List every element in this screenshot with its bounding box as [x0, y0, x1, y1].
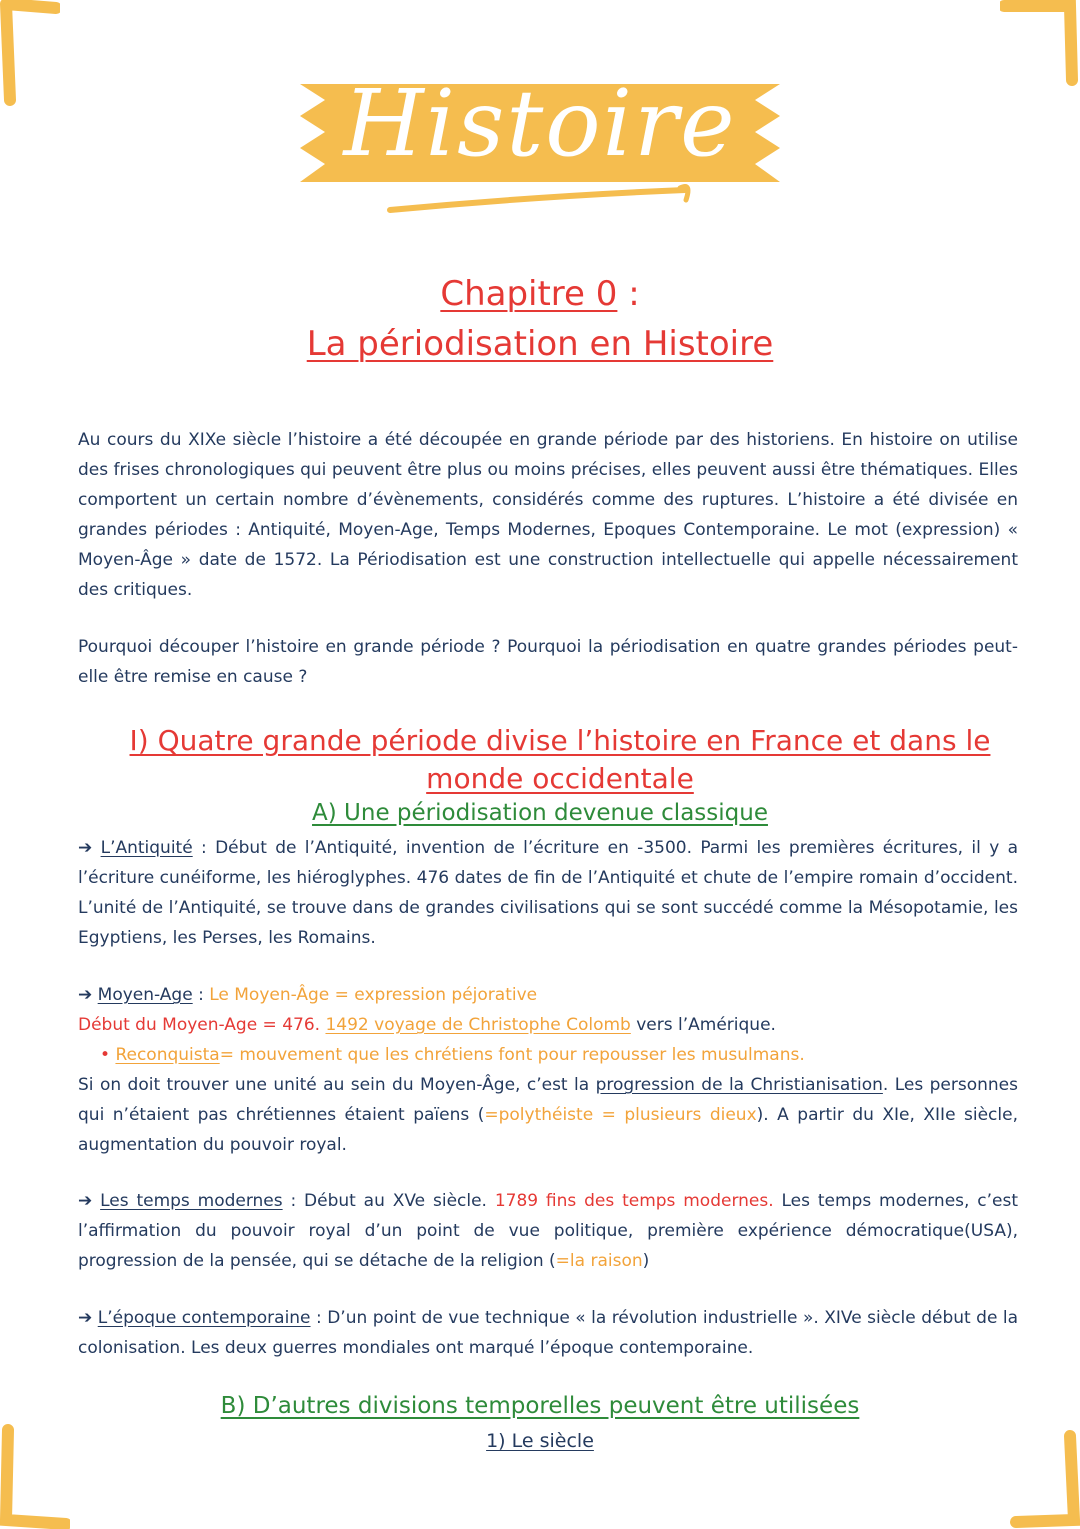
chapter-subtitle-line [0, 324, 1080, 364]
temps-modernes-term: Les temps modernes [100, 1191, 283, 1211]
antiquite-text: : Début de l’Antiquité, invention de l’écriture en -3500. Parmi les premières écritures, il y a l’écriture cunéiforme, les hiéroglyphes. 476 dates de fin de l’Antiquité et chute de l’empire romain d’occident. L’unité de l’Antiquité, se trouve dans de grandes civilisations qui se sont succédé comme la Mésopotamie, les Egyptiens, les Perses, les Romains. [78, 838, 1019, 948]
unite-text-b: . Les personnes qui n’étaient pas chrétiennes étaient païens ( [78, 1075, 1018, 1125]
corner-decoration-top-left [0, 0, 60, 110]
arrow-icon: ➔ [78, 1191, 93, 1211]
intro-paragraph: Au cours du XIXe siècle l’histoire a été découpée en grande période par des historiens. En histoire on utilise des frises chronologiques qui peuvent être plus ou moins précises, elles peuvent aussi être thématiques. Elles comportent un certain nombre d’évènements, considérés comme des ruptures. L’histoire a été divisée en grandes périodes : Antiquité, Moyen-Age, Temps Modernes, Epoques Contemporaine. Le mot (expression) « Moyen-Âge » date de 1572. La Périodisation est une construction intellectuelle qui appelle nécessairement des critiques. [78, 430, 1018, 600]
section-1-title-line2: monde occidentale [426, 762, 694, 795]
section-1-title-line1: I) Quatre grande période divise l’histoire en France et dans le [129, 724, 991, 757]
temps-modernes-paragraph [78, 1186, 1018, 1276]
contemporaine-text: : D’un point de vue technique « la révolution industrielle ». XIVe siècle début de la colonisation. Les deux guerres mondiales ont marqué l’époque contemporaine. [78, 1308, 1019, 1358]
chapter-label: Chapitre 0 [440, 274, 618, 314]
bullet-icon: • [100, 1045, 111, 1065]
arrow-icon: ➔ [78, 1308, 93, 1328]
colomb-voyage: 1492 voyage de Christophe Colomb [325, 1015, 631, 1035]
reconquista-term: Reconquista [115, 1045, 220, 1065]
title-underline-swoosh [380, 178, 700, 218]
chapter-subtitle: La périodisation en Histoire [306, 324, 774, 364]
page-title: Histoire [343, 70, 737, 177]
subsection-a-title: A) Une périodisation devenue classique [312, 800, 768, 826]
unite-text-d: ). A partir du XIe, XIIe siècle, augmentation du pouvoir royal. [78, 1105, 1018, 1155]
chapter-colon: : [617, 274, 640, 314]
section-1-heading [60, 722, 1060, 798]
corner-decoration-top-right [1000, 0, 1080, 90]
contemporaine-paragraph [78, 1303, 1018, 1363]
reconquista-text: = mouvement que les chrétiens font pour repousser les musulmans. [219, 1045, 805, 1065]
antiquite-term: L’Antiquité [100, 838, 193, 858]
question-paragraph: Pourquoi découper l’histoire en grande période ? Pourquoi la périodisation en quatre grandes périodes peut-elle être remise en cause ? [78, 637, 1018, 687]
arrow-icon: ➔ [78, 985, 93, 1005]
temps-modernes-c: Les temps modernes, c’est l’affirmation du pouvoir royal d’un point de vue politique, première expérience démocratique(USA), progression de la pensée, qui se détache de la religion ( [78, 1191, 1018, 1271]
temps-modernes-a: : Début au XVe siècle. [282, 1191, 495, 1211]
moyen-age-paragraph [78, 980, 1018, 1160]
title-banner [300, 48, 780, 228]
subsection-b-heading [0, 1393, 1080, 1419]
subsection-b1-heading [0, 1430, 1080, 1452]
moyen-age-term: Moyen-Age [97, 985, 193, 1005]
subsection-b1-title: 1) Le siècle [486, 1430, 594, 1452]
subsection-b-title: B) D’autres divisions temporelles peuvent être utilisées [220, 1393, 860, 1419]
temps-modernes-b: 1789 fins des temps modernes. [494, 1191, 774, 1211]
temps-modernes-d: =la raison [555, 1251, 643, 1271]
chapter-heading [0, 274, 1080, 314]
polytheiste-note: =polythéiste = plusieurs dieux [484, 1105, 757, 1125]
arrow-icon: ➔ [78, 838, 93, 858]
unite-text-a: Si on doit trouver une unité au sein du Moyen-Âge, c’est la [78, 1075, 596, 1095]
moyen-age-sep: : [192, 985, 210, 1005]
moyen-age-debut: Début du Moyen-Age = 476. [78, 1015, 321, 1035]
moyen-age-vers: vers l’Amérique. [630, 1015, 776, 1035]
temps-modernes-e: ) [642, 1251, 650, 1271]
moyen-age-note: Le Moyen-Âge = expression péjorative [209, 985, 538, 1005]
antiquite-paragraph [78, 833, 1018, 953]
christianisation-term: progression de la Christianisation [595, 1075, 883, 1095]
subsection-a-heading [0, 800, 1080, 826]
contemporaine-term: L’époque contemporaine [97, 1308, 311, 1328]
